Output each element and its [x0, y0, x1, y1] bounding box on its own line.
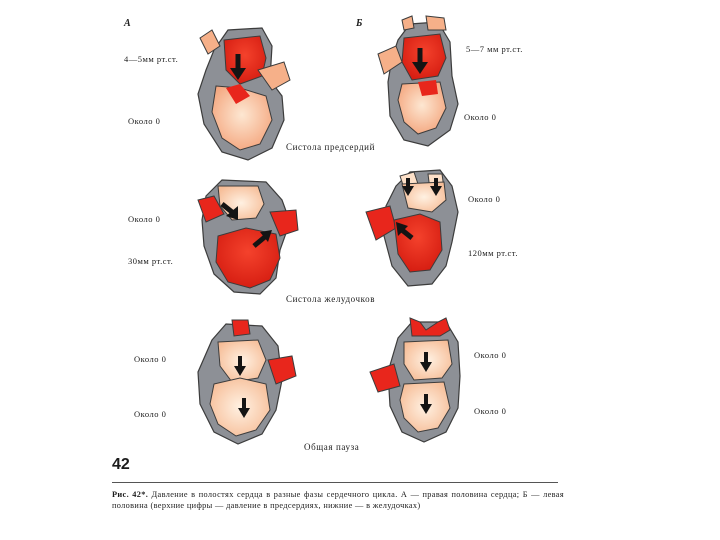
page-number: 42 [112, 456, 130, 473]
caption-ref: Рис. 42*. [112, 490, 149, 499]
heart-a-atrial-systole [198, 28, 290, 160]
pressure-a-pause-bottom: Около 0 [134, 409, 167, 419]
caption-text: Давление в полостях сердца в разные фазы сердечного цикла. А — правая половина сердца; Б — левая половина (верхние цифры — давление в предсердиях, нижние — в желудочках) [112, 490, 564, 510]
pressure-b-pause-bottom: Около 0 [474, 406, 507, 416]
column-b-label: Б [356, 18, 363, 29]
pressure-a-pause-top: Около 0 [134, 354, 167, 364]
pressure-b-pause-top: Около 0 [474, 350, 507, 360]
phase-ventricular-systole: Систола желудочков [286, 294, 376, 304]
heart-a-pause [198, 320, 296, 444]
pressure-b-ventricular-systole-bottom: 120мм рт.ст. [468, 248, 518, 258]
pressure-a-ventricular-systole-top: Около 0 [128, 214, 161, 224]
pressure-b-ventricular-systole-top: Около 0 [468, 194, 501, 204]
pressure-b-atrial-systole-bottom: Около 0 [464, 112, 497, 122]
heart-b-pause [370, 318, 460, 442]
figure-caption [112, 489, 564, 511]
caption-divider [112, 482, 558, 483]
heart-a-ventricular-systole [198, 180, 298, 294]
heart-b-atrial-systole [378, 16, 458, 146]
heart-b-ventricular-systole [366, 170, 458, 286]
pressure-a-ventricular-systole-bottom: 30мм рт.ст. [128, 256, 174, 266]
pressure-b-atrial-systole-top: 5—7 мм рт.ст. [466, 44, 523, 54]
column-a-label: А [124, 18, 131, 29]
phase-atrial-systole: Систола предсердий [286, 142, 376, 152]
phase-pause: Общая пауза [304, 442, 360, 452]
pressure-a-atrial-systole-bottom: Около 0 [128, 116, 161, 126]
pressure-a-atrial-systole-top: 4—5мм рт.ст. [124, 54, 179, 64]
